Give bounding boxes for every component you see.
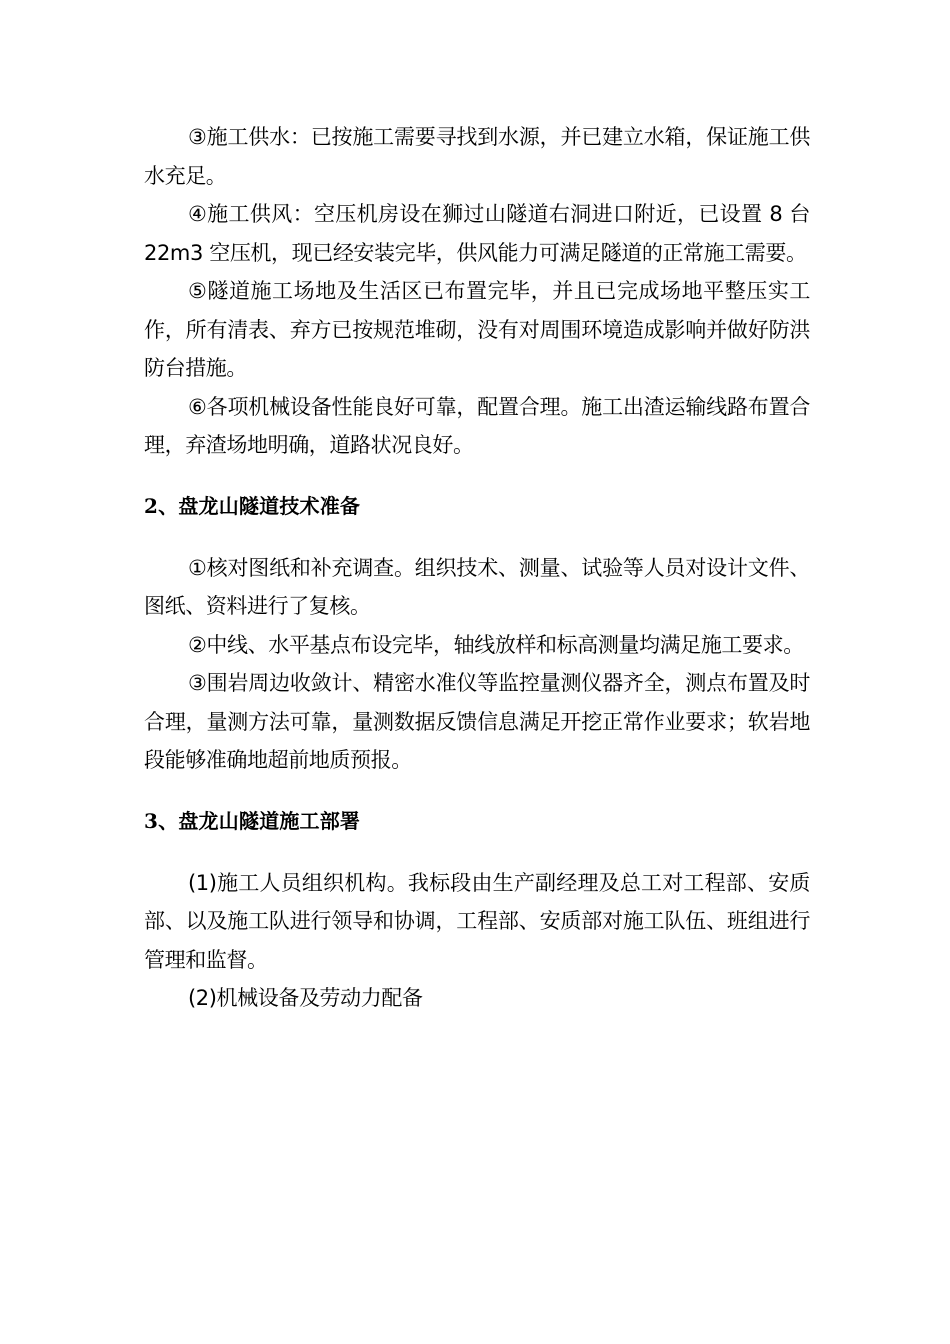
paragraph-organization: (1)施工人员组织机构。我标段由生产副经理及总工对工程部、安质部、以及施工队进行领导和协调，工程部、安质部对施工队伍、班组进行管理和监督。 xyxy=(144,870,810,972)
spacer xyxy=(144,780,810,802)
spacer xyxy=(144,525,810,549)
spacer xyxy=(144,840,810,864)
section-heading-construction-deployment: 3、盘龙山隧道施工部署 xyxy=(144,808,361,833)
paragraph-monitoring: ③围岩周边收敛计、精密水准仪等监控量测仪器齐全，测点布置及时合理，量测方法可靠，量测数据反馈信息满足开挖正常作业要求；软岩地段能够准确地超前地质预报。 xyxy=(144,671,810,772)
paragraph-equipment: ⑥各项机械设备性能良好可靠，配置合理。施工出渣运输线路布置合理，弃渣场地明确，道路状况良好。 xyxy=(144,394,810,457)
section-site-preparation xyxy=(144,118,810,465)
paragraph-site-layout: ⑤隧道施工场地及生活区已布置完毕，并且已完成场地平整压实工作，所有清表、弃方已按规范堆砌，没有对周围环境造成影响并做好防洪防台措施。 xyxy=(144,279,810,380)
paragraph-water-supply: ③施工供水：已按施工需要寻找到水源，并已建立水箱，保证施工供水充足。 xyxy=(144,125,810,188)
spacer xyxy=(144,465,810,487)
paragraph-air-supply: ④施工供风：空压机房设在狮过山隧道右洞进口附近，已设置 8 台 22m3 空压机，现已经安装完毕，供风能力可满足隧道的正常施工需要。 xyxy=(144,202,810,265)
paragraph-machinery-labor: (2)机械设备及劳动力配备 xyxy=(188,986,423,1010)
section-construction-deployment xyxy=(144,802,810,1018)
document-body xyxy=(144,118,810,1018)
paragraph-drawing-review: ①核对图纸和补充调查。组织技术、测量、试验等人员对设计文件、图纸、资料进行了复核。 xyxy=(144,555,810,618)
section-technical-preparation xyxy=(144,487,810,780)
paragraph-survey-points: ②中线、水平基点布设完毕，轴线放样和标高测量均满足施工要求。 xyxy=(188,632,804,657)
section-heading-technical-preparation: 2、盘龙山隧道技术准备 xyxy=(144,493,361,518)
